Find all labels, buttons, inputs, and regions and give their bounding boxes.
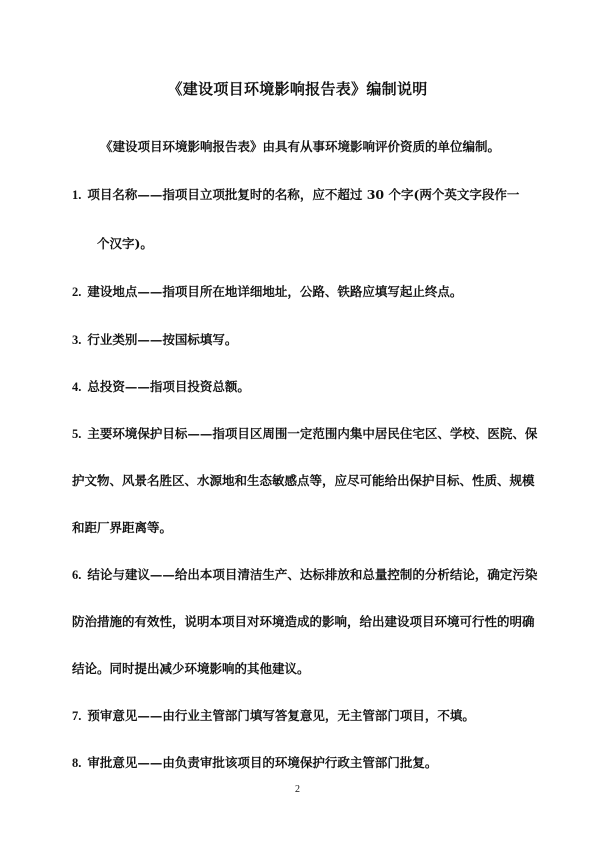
item-4-number: 4. bbox=[72, 380, 82, 394]
item-4-line-1 bbox=[72, 377, 250, 395]
item-8-text: 审批意见——由负责审批该项目的环境保护行政主管部门批复。 bbox=[87, 755, 438, 770]
item-2-line-1 bbox=[72, 282, 462, 300]
item-5-line-2: 护文物、风景名胜区、水源地和生态敏感点等，应尽可能给出保护目标、性质、规模 bbox=[72, 473, 535, 488]
item-2-text: 建设地点——指项目所在地详细地址，公路、铁路应填写起止终点。 bbox=[87, 284, 463, 299]
item-1-text: 项目名称——指项目立项批复时的名称，应不超过 30 个字(两个英文字段作一 bbox=[87, 187, 520, 202]
item-3-text: 行业类别——按国标填写。 bbox=[87, 332, 238, 347]
item-3-line-1 bbox=[72, 330, 237, 348]
item-6-line-3: 结论。同时提出减少环境影响的其他建议。 bbox=[72, 661, 310, 676]
page-title: 《建设项目环境影响报告表》编制说明 bbox=[167, 80, 428, 98]
item-2-number: 2. bbox=[72, 285, 82, 299]
item-3-number: 3. bbox=[72, 333, 82, 347]
item-6-text: 结论与建议——给出本项目清洁生产、达标排放和总量控制的分析结论，确定污染 bbox=[87, 567, 538, 582]
item-8-number: 8. bbox=[72, 756, 82, 770]
item-5-line-1 bbox=[72, 424, 537, 442]
page-number: 2 bbox=[295, 784, 300, 795]
item-7-text: 预审意见——由行业主管部门填写答复意见，无主管部门项目，不填。 bbox=[87, 708, 475, 723]
item-5-number: 5. bbox=[72, 427, 82, 441]
item-1-number: 1. bbox=[72, 188, 82, 202]
item-1-line-1 bbox=[72, 185, 519, 203]
item-1-line-2: 个汉字)。 bbox=[97, 236, 153, 251]
intro-paragraph: 《建设项目环境影响报告表》由具有从事环境影响评价资质的单位编制。 bbox=[100, 139, 501, 154]
item-5-text: 主要环境保护目标——指项目区周围一定范围内集中居民住宅区、学校、医院、保 bbox=[87, 426, 538, 441]
item-6-line-2: 防治措施的有效性，说明本项目对环境造成的影响，给出建设项目环境可行性的明确 bbox=[72, 614, 535, 629]
item-6-line-1 bbox=[72, 565, 537, 583]
item-7-number: 7. bbox=[72, 709, 82, 723]
item-8-line-1 bbox=[72, 753, 437, 771]
item-6-number: 6. bbox=[72, 568, 82, 582]
item-4-text: 总投资——指项目投资总额。 bbox=[87, 379, 250, 394]
item-7-line-1 bbox=[72, 706, 475, 724]
item-5-line-3: 和距厂界距离等。 bbox=[72, 520, 173, 535]
